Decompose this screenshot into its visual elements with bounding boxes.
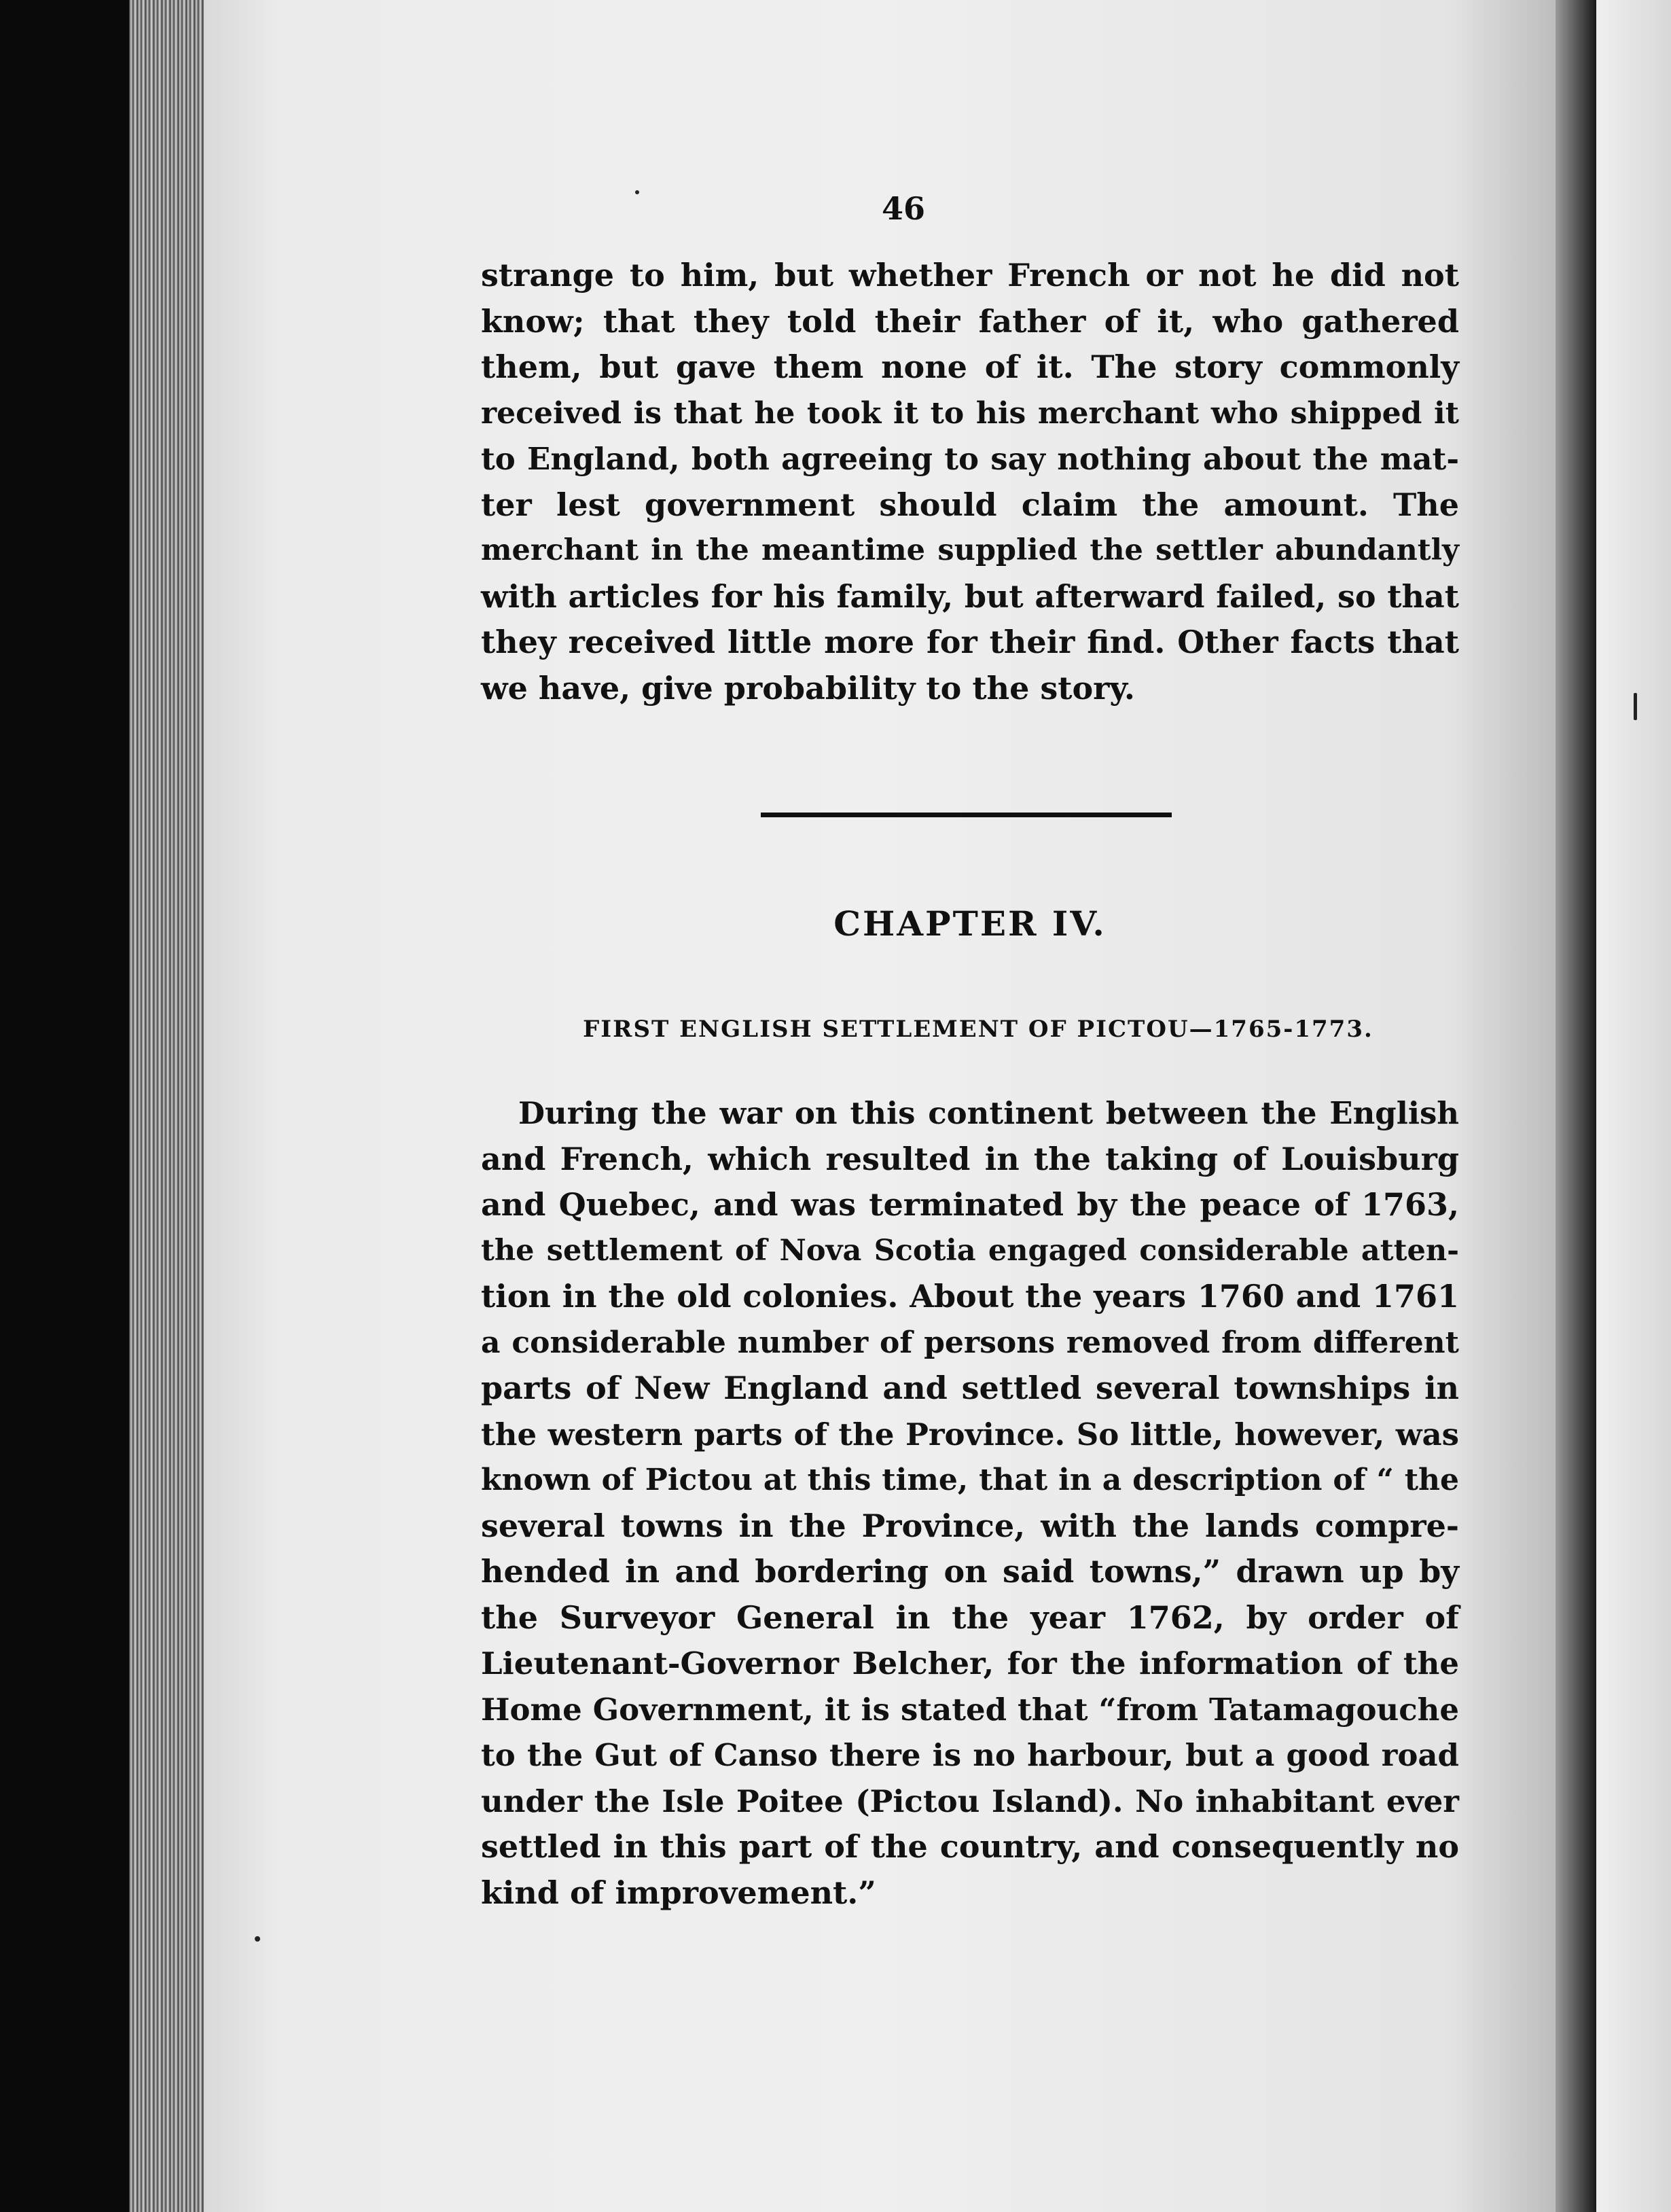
text-line: strange to him, but whether French or not he did not (481, 257, 1459, 293)
text-line: them, but gave them none of it. The story commonly (481, 349, 1459, 385)
text-line: the western parts of the Province. So little, however, was (481, 1416, 1459, 1452)
text-line: a considerable number of persons removed from different (481, 1325, 1459, 1360)
chapter-title: CHAPTER IV. (833, 904, 1107, 944)
scan-speck (255, 1936, 260, 1942)
page-number: 46 (881, 190, 925, 227)
text-line: kind of improvement.” (481, 1874, 876, 1911)
text-line: parts of New England and settled several townships in (481, 1370, 1459, 1406)
text-line: hended in and bordering on said towns,” drawn up by (481, 1553, 1459, 1590)
paragraph-chapter-opening (481, 1090, 1459, 1916)
text-line: merchant in the meantime supplied the settler abundantly (481, 533, 1459, 567)
text-line: under the Isle Poitee (Pictou Island). No inhabitant ever (481, 1783, 1459, 1819)
text-line: to England, both agreeing to say nothing about the mat- (481, 441, 1459, 477)
text-line: During the war on this continent between the English (518, 1095, 1459, 1131)
section-divider (761, 813, 1172, 817)
text-line: tion in the old colonies. About the years 1760 and 1761 (481, 1278, 1459, 1315)
text-line: received is that he took it to his merchant who shipped it (481, 395, 1459, 431)
paragraph-continued (481, 253, 1459, 711)
text-line: several towns in the Province, with the lands compre- (481, 1507, 1459, 1544)
text-line: known of Pictou at this time, that in a description of “ the (481, 1463, 1459, 1497)
text-line: Lieutenant-Governor Belcher, for the information of the (481, 1645, 1459, 1681)
text-line: and Quebec, and was terminated by the peace of 1763, (481, 1186, 1459, 1223)
text-line: the Surveyor General in the year 1762, by order of (481, 1599, 1459, 1636)
text-line: with articles for his family, but afterward failed, so that (481, 577, 1459, 615)
scan-speck (1634, 693, 1637, 720)
scan-speck (635, 190, 639, 194)
chapter-subtitle: FIRST ENGLISH SETTLEMENT OF PICTOU—1765-1773. (583, 1016, 1373, 1043)
text-line: Home Government, it is stated that “from Tatamagouche (481, 1691, 1459, 1728)
text-line: we have, give probability to the story. (481, 669, 1135, 707)
text-line: to the Gut of Canso there is no harbour, but a good road (481, 1737, 1459, 1773)
text-line: and French, which resulted in the taking of Louisburg (481, 1140, 1459, 1177)
text-line: settled in this part of the country, and consequently no (481, 1828, 1459, 1865)
text-line: the settlement of Nova Scotia engaged considerable atten- (481, 1233, 1459, 1268)
text-line: ter lest government should claim the amount. The (481, 486, 1459, 523)
facing-page-edge (1596, 0, 1671, 2212)
book-gutter (1556, 0, 1596, 2212)
text-line: know; that they told their father of it, who gathered (481, 302, 1459, 340)
text-line: they received little more for their find. Other facts that (481, 624, 1459, 660)
